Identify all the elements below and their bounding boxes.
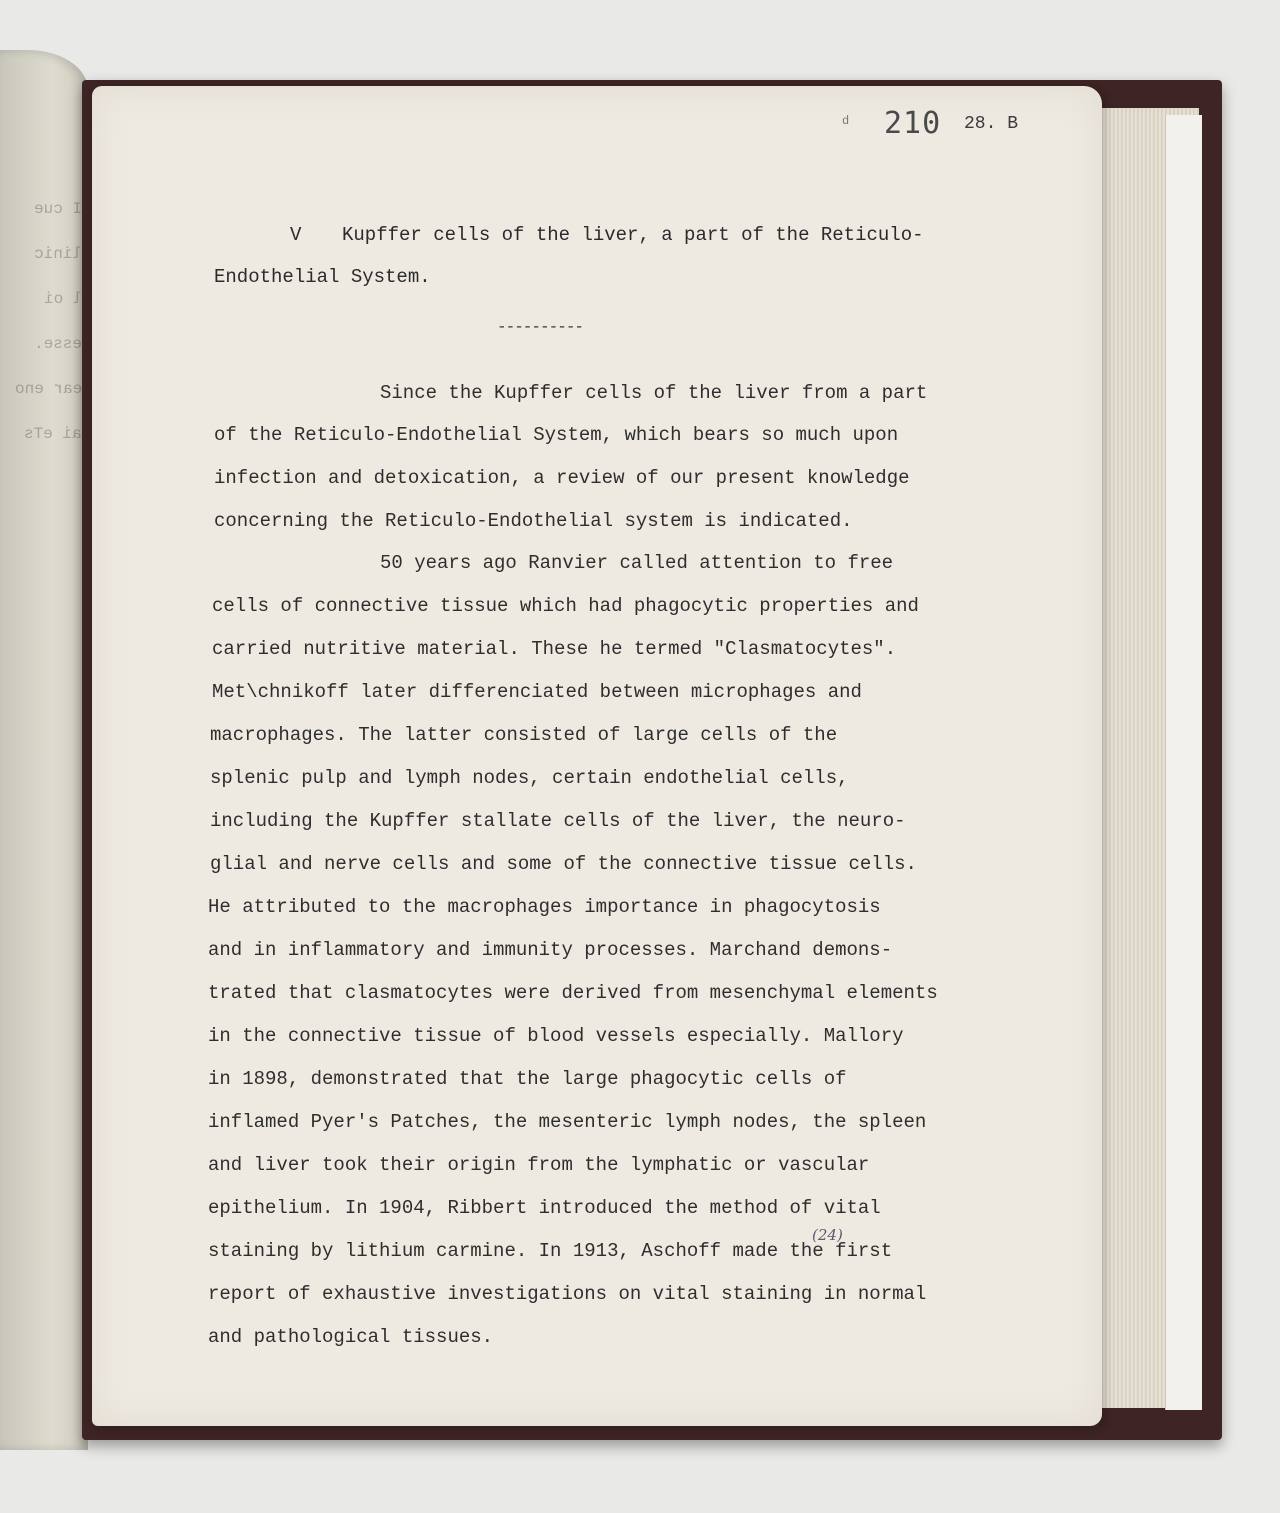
body-line: staining by lithium carmine. In 1913, Aschoff made the first	[208, 1240, 893, 1262]
body-line: trated that clasmatocytes were derived from mesenchymal elements	[208, 982, 938, 1004]
ghost-text-line: esse.	[33, 335, 82, 353]
body-line: cells of connective tissue which had phagocytic properties and	[212, 595, 919, 617]
ghost-text-line: linic	[33, 245, 82, 263]
body-line: carried nutritive material. These he termed "Clasmatocytes".	[212, 638, 897, 660]
body-line: inflamed Pyer's Patches, the mesenteric lymph nodes, the spleen	[208, 1111, 927, 1133]
body-line: macrophages. The latter consisted of large cells of the	[210, 724, 838, 746]
body-line: of the Reticulo-Endothelial System, which bears so much upon	[214, 424, 899, 446]
body-line: splenic pulp and lymph nodes, certain endothelial cells,	[210, 767, 849, 789]
body-line: Since the Kupffer cells of the liver from a part	[380, 382, 928, 404]
left-facing-page	[0, 50, 88, 1450]
typed-page	[92, 86, 1102, 1426]
body-line: report of exhaustive investigations on vital staining in normal	[208, 1283, 927, 1305]
title-underline-rule: ----------	[497, 318, 584, 336]
body-line: 50 years ago Ranvier called attention to free	[380, 552, 894, 574]
body-line: and liver took their origin from the lymphatic or vascular	[208, 1154, 870, 1176]
page-stack-white-sheet	[1165, 115, 1202, 1410]
body-line: He attributed to the macrophages importance in phagocytosis	[208, 896, 881, 918]
body-line: in 1898, demonstrated that the large phagocytic cells of	[208, 1068, 847, 1090]
body-line: Met\chnikoff later differenciated between microphages and	[212, 681, 862, 703]
ghost-text-line: I cue	[33, 200, 82, 218]
section-numeral: V	[290, 224, 302, 246]
body-line: glial and nerve cells and some of the connective tissue cells.	[210, 853, 917, 875]
page-tick-mark: d	[842, 114, 850, 128]
body-line: epithelium. In 1904, Ribbert introduced the method of vital	[208, 1197, 881, 1219]
body-line: in the connective tissue of blood vessels especially. Mallory	[208, 1025, 904, 1047]
body-line: and pathological tissues.	[208, 1326, 494, 1348]
ghost-text-line: l oi	[43, 290, 82, 308]
ghost-text-line: ear eno	[14, 380, 82, 398]
page-number: 210	[884, 106, 942, 141]
body-line: concerning the Reticulo-Endothelial system is indicated.	[214, 510, 853, 532]
page-code: 28. B	[964, 114, 1019, 134]
section-title-line-2: Endothelial System.	[214, 266, 431, 288]
handwritten-reference-annotation: (24)	[812, 1226, 843, 1244]
body-line: infection and detoxication, a review of our present knowledge	[214, 467, 910, 489]
body-line: and in inflammatory and immunity processes. Marchand demons-	[208, 939, 893, 961]
ghost-text-line: ai eTs	[24, 425, 82, 443]
section-title-line-1: Kupffer cells of the liver, a part of the Reticulo-	[342, 224, 924, 246]
body-line: including the Kupffer stallate cells of the liver, the neuro-	[210, 810, 906, 832]
